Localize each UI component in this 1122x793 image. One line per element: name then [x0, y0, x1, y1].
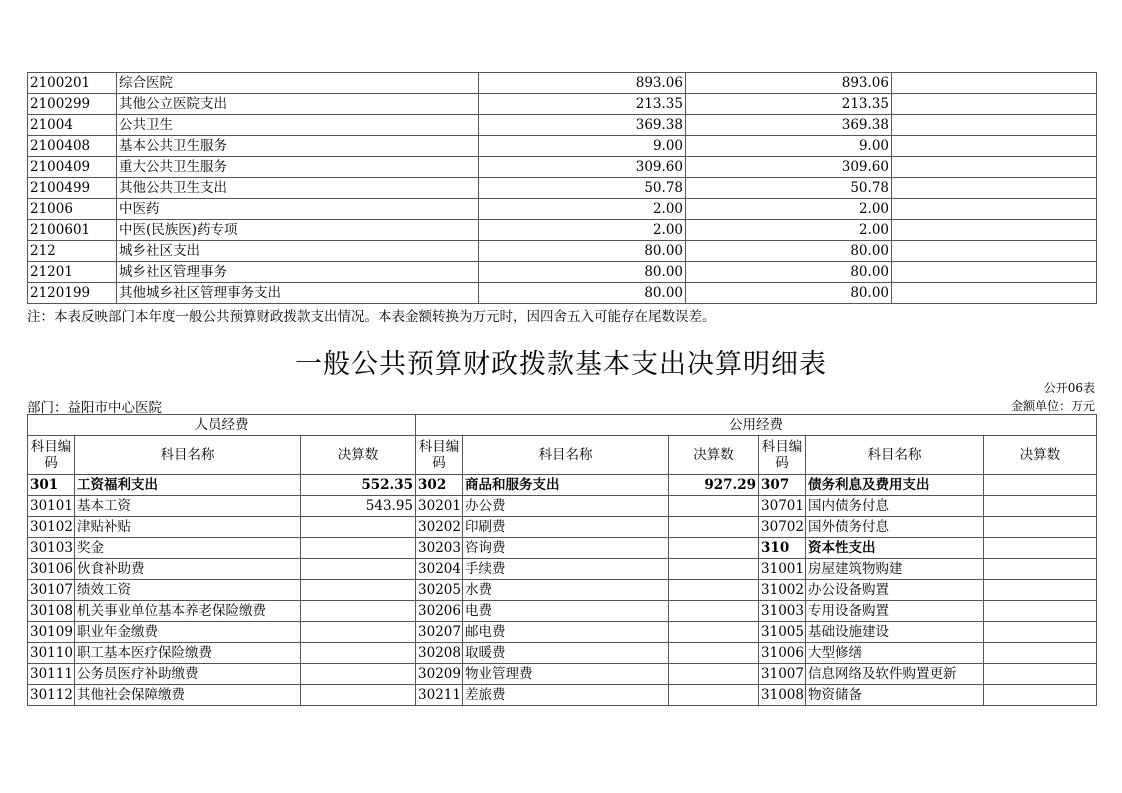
personnel-amount: [301, 538, 416, 559]
public-amount: [669, 496, 759, 517]
table-row: [28, 94, 1097, 115]
table-row: [28, 685, 1097, 706]
subject-name: 城乡社区支出: [117, 241, 479, 262]
capital-code: 30702: [759, 517, 806, 538]
amount-project: [892, 73, 1097, 94]
table-row: [28, 622, 1097, 643]
personnel-code: 30102: [28, 517, 75, 538]
amount-basic: 50.78: [686, 178, 892, 199]
personnel-amount: [301, 580, 416, 601]
table-row: [28, 283, 1097, 304]
unit-label: 金额单位：万元: [1010, 399, 1095, 413]
amount-project: [892, 157, 1097, 178]
table-row: [28, 475, 1097, 496]
personnel-code: 30103: [28, 538, 75, 559]
public-name: 水费: [463, 580, 669, 601]
personnel-amount: [301, 559, 416, 580]
capital-name: 资本性支出: [806, 538, 984, 559]
amount-total: 369.38: [479, 115, 686, 136]
capital-code: 31001: [759, 559, 806, 580]
subject-name: 中医(民族医)药专项: [117, 220, 479, 241]
personnel-name: 工资福利支出: [75, 475, 301, 496]
table-row: [28, 220, 1097, 241]
page-title: 一般公共预算财政拨款基本支出决算明细表: [295, 349, 827, 380]
personnel-amount: 552.35: [301, 475, 416, 496]
table-row: [28, 559, 1097, 580]
capital-amount: [984, 517, 1097, 538]
capital-code: 31005: [759, 622, 806, 643]
table-row: [28, 601, 1097, 622]
personnel-name: 职业年金缴费: [75, 622, 301, 643]
table-row: [28, 136, 1097, 157]
subject-name: 基本公共卫生服务: [117, 136, 479, 157]
capital-name: 物资储备: [806, 685, 984, 706]
subject-name: 中医药: [117, 199, 479, 220]
amount-basic: 80.00: [686, 262, 892, 283]
table-row: [28, 178, 1097, 199]
personnel-name: 其他社会保障缴费: [75, 685, 301, 706]
amount-basic: 80.00: [686, 283, 892, 304]
capital-amount: [984, 622, 1097, 643]
public-name: 手续费: [463, 559, 669, 580]
col-name-3: 科目名称: [806, 436, 984, 475]
capital-name: 房屋建筑物购建: [806, 559, 984, 580]
table-row: [28, 664, 1097, 685]
public-amount: [669, 685, 759, 706]
amount-basic: 369.38: [686, 115, 892, 136]
group-personnel: 人员经费: [28, 415, 416, 436]
subject-code: 21201: [28, 262, 117, 283]
capital-code: 31006: [759, 643, 806, 664]
top-table-body: [28, 73, 1097, 304]
public-name: 物业管理费: [463, 664, 669, 685]
capital-code: 31008: [759, 685, 806, 706]
department-label: 部门：益阳市中心医院: [27, 400, 162, 416]
subject-name: 其他公共卫生支出: [117, 178, 479, 199]
col-amount-2: 决算数: [669, 436, 759, 475]
subject-code: 2120199: [28, 283, 117, 304]
table-row: [28, 643, 1097, 664]
capital-amount: [984, 475, 1097, 496]
capital-name: 国外债务付息: [806, 517, 984, 538]
personnel-code: 30101: [28, 496, 75, 517]
public-name: 电费: [463, 601, 669, 622]
column-header-row: [28, 436, 1097, 475]
table-row: [28, 241, 1097, 262]
amount-basic: 213.35: [686, 94, 892, 115]
subject-name: 其他公立医院支出: [117, 94, 479, 115]
amount-project: [892, 136, 1097, 157]
capital-amount: [984, 559, 1097, 580]
amount-total: 309.60: [479, 157, 686, 178]
subject-code: 212: [28, 241, 117, 262]
capital-code: 307: [759, 475, 806, 496]
subject-code: 2100409: [28, 157, 117, 178]
personnel-code: 30111: [28, 664, 75, 685]
amount-total: 80.00: [479, 262, 686, 283]
personnel-name: 绩效工资: [75, 580, 301, 601]
personnel-name: 伙食补助费: [75, 559, 301, 580]
public-code: 30201: [416, 496, 463, 517]
capital-code: 31007: [759, 664, 806, 685]
public-amount: [669, 517, 759, 538]
table-row: [28, 73, 1097, 94]
capital-amount: [984, 685, 1097, 706]
capital-name: 办公设备购置: [806, 580, 984, 601]
amount-project: [892, 94, 1097, 115]
public-code: 30207: [416, 622, 463, 643]
public-amount: 927.29: [669, 475, 759, 496]
table-row: [28, 262, 1097, 283]
public-name: 办公费: [463, 496, 669, 517]
top-table: [27, 72, 1097, 304]
amount-project: [892, 178, 1097, 199]
col-amount-3: 决算数: [984, 436, 1097, 475]
amount-project: [892, 115, 1097, 136]
capital-amount: [984, 664, 1097, 685]
subject-name: 重大公共卫生服务: [117, 157, 479, 178]
subject-code: 2100299: [28, 94, 117, 115]
personnel-name: 职工基本医疗保险缴费: [75, 643, 301, 664]
public-code: 302: [416, 475, 463, 496]
public-code: 30208: [416, 643, 463, 664]
subject-name: 公共卫生: [117, 115, 479, 136]
personnel-code: 30107: [28, 580, 75, 601]
subject-code: 21004: [28, 115, 117, 136]
group-public: 公用经费: [416, 415, 1097, 436]
capital-name: 国内债务付息: [806, 496, 984, 517]
personnel-code: 30108: [28, 601, 75, 622]
personnel-amount: [301, 517, 416, 538]
amount-total: 50.78: [479, 178, 686, 199]
public-amount: [669, 601, 759, 622]
personnel-code: 301: [28, 475, 75, 496]
public-name: 咨询费: [463, 538, 669, 559]
public-name: 商品和服务支出: [463, 475, 669, 496]
public-name: 差旅费: [463, 685, 669, 706]
capital-name: 专用设备购置: [806, 601, 984, 622]
group-header-row: [28, 415, 1097, 436]
col-name-2: 科目名称: [463, 436, 669, 475]
amount-total: 893.06: [479, 73, 686, 94]
public-code: 30209: [416, 664, 463, 685]
amount-total: 80.00: [479, 283, 686, 304]
table-note: 注：本表反映部门本年度一般公共预算财政拨款支出情况。本表金额转换为万元时，因四舍五入可能存在尾数误差。: [27, 309, 716, 325]
amount-basic: 893.06: [686, 73, 892, 94]
capital-amount: [984, 496, 1097, 517]
amount-total: 2.00: [479, 199, 686, 220]
public-amount: [669, 643, 759, 664]
personnel-amount: [301, 622, 416, 643]
capital-code: 30701: [759, 496, 806, 517]
public-amount: [669, 580, 759, 601]
amount-total: 9.00: [479, 136, 686, 157]
table-row: [28, 580, 1097, 601]
public-code: 30206: [416, 601, 463, 622]
personnel-name: 公务员医疗补助缴费: [75, 664, 301, 685]
public-amount: [669, 622, 759, 643]
public-name: 取暖费: [463, 643, 669, 664]
public-code: 30203: [416, 538, 463, 559]
amount-basic: 309.60: [686, 157, 892, 178]
subject-name: 综合医院: [117, 73, 479, 94]
amount-basic: 9.00: [686, 136, 892, 157]
subject-code: 2100408: [28, 136, 117, 157]
personnel-amount: [301, 601, 416, 622]
table-row: [28, 157, 1097, 178]
basic-expenditure-table: [27, 414, 1097, 706]
capital-amount: [984, 601, 1097, 622]
col-code-2: 科目编码: [416, 436, 463, 475]
amount-total: 2.00: [479, 220, 686, 241]
capital-name: 基础设施建设: [806, 622, 984, 643]
subject-code: 2100201: [28, 73, 117, 94]
public-code: 30205: [416, 580, 463, 601]
capital-code: 31002: [759, 580, 806, 601]
col-code-1: 科目编码: [28, 436, 75, 475]
amount-total: 80.00: [479, 241, 686, 262]
capital-name: 信息网络及软件购置更新: [806, 664, 984, 685]
amount-project: [892, 283, 1097, 304]
subject-code: 2100601: [28, 220, 117, 241]
personnel-amount: [301, 685, 416, 706]
capital-amount: [984, 538, 1097, 559]
col-name-1: 科目名称: [75, 436, 301, 475]
table-row: [28, 496, 1097, 517]
amount-basic: 2.00: [686, 199, 892, 220]
public-name: 邮电费: [463, 622, 669, 643]
capital-amount: [984, 643, 1097, 664]
table-row: [28, 538, 1097, 559]
table-row: [28, 517, 1097, 538]
amount-project: [892, 262, 1097, 283]
subject-name: 其他城乡社区管理事务支出: [117, 283, 479, 304]
amount-project: [892, 241, 1097, 262]
col-amount-1: 决算数: [301, 436, 416, 475]
amount-project: [892, 199, 1097, 220]
capital-code: 310: [759, 538, 806, 559]
personnel-name: 机关事业单位基本养老保险缴费: [75, 601, 301, 622]
public-amount: [669, 538, 759, 559]
subject-name: 城乡社区管理事务: [117, 262, 479, 283]
personnel-amount: 543.95: [301, 496, 416, 517]
subject-code: 21006: [28, 199, 117, 220]
personnel-name: 奖金: [75, 538, 301, 559]
amount-project: [892, 220, 1097, 241]
personnel-amount: [301, 664, 416, 685]
subject-code: 2100499: [28, 178, 117, 199]
public-amount: [669, 559, 759, 580]
table-row: [28, 115, 1097, 136]
personnel-amount: [301, 643, 416, 664]
amount-basic: 80.00: [686, 241, 892, 262]
personnel-code: 30109: [28, 622, 75, 643]
personnel-code: 30106: [28, 559, 75, 580]
public-code: 30204: [416, 559, 463, 580]
public-name: 印刷费: [463, 517, 669, 538]
personnel-name: 基本工资: [75, 496, 301, 517]
col-code-3: 科目编码: [759, 436, 806, 475]
capital-amount: [984, 580, 1097, 601]
form-code: 公开06表: [1043, 381, 1095, 395]
personnel-code: 30112: [28, 685, 75, 706]
public-code: 30202: [416, 517, 463, 538]
personnel-code: 30110: [28, 643, 75, 664]
basic-expenditure-body: [28, 415, 1097, 706]
public-amount: [669, 664, 759, 685]
capital-name: 大型修缮: [806, 643, 984, 664]
table-row: [28, 199, 1097, 220]
capital-code: 31003: [759, 601, 806, 622]
public-code: 30211: [416, 685, 463, 706]
amount-basic: 2.00: [686, 220, 892, 241]
personnel-name: 津贴补贴: [75, 517, 301, 538]
amount-total: 213.35: [479, 94, 686, 115]
capital-name: 债务利息及费用支出: [806, 475, 984, 496]
